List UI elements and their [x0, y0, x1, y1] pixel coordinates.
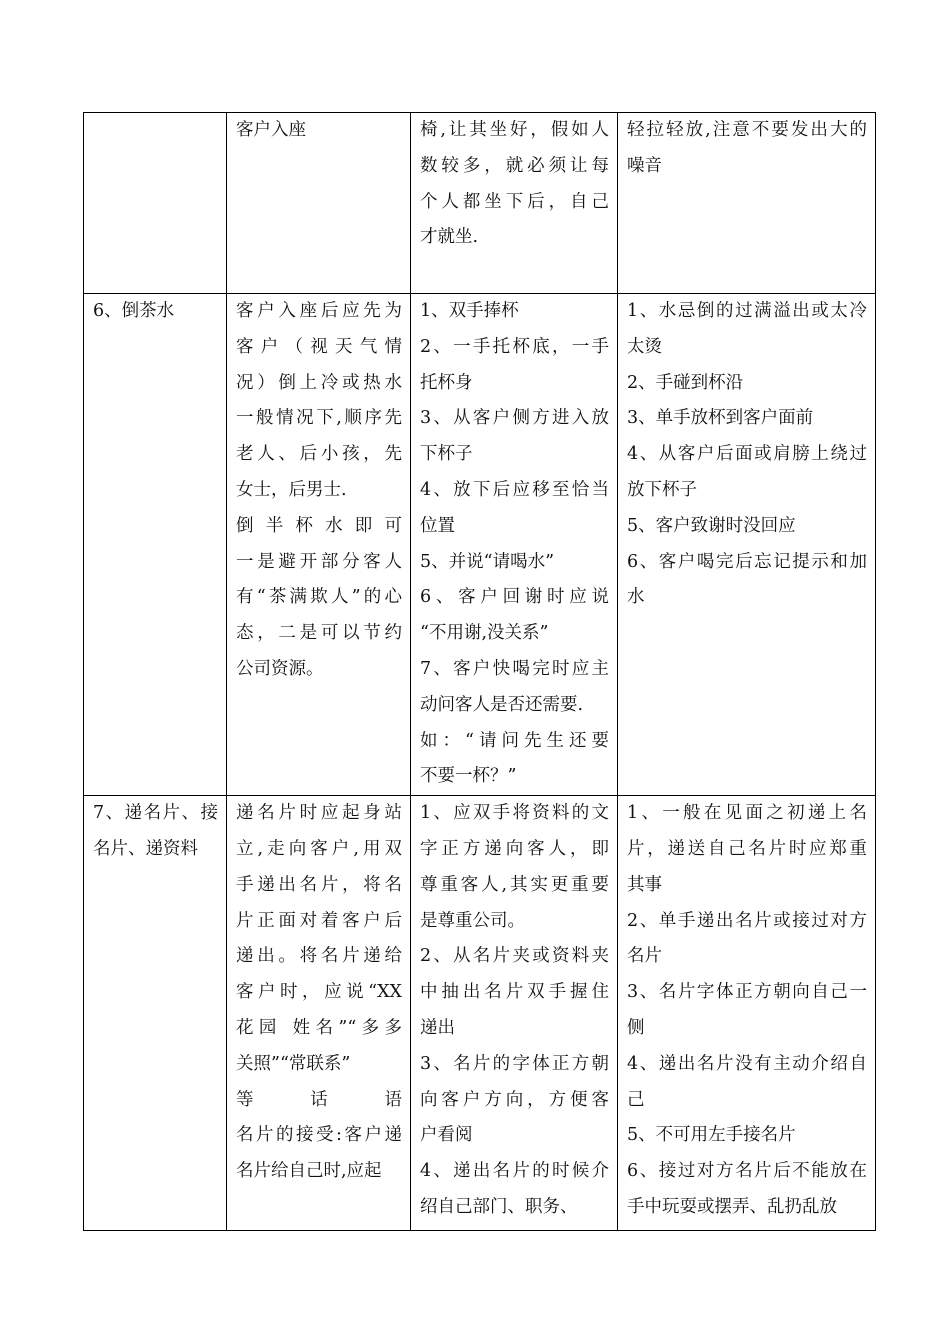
table-row — [84, 294, 876, 796]
cell-line: 2、从名片夹或资料夹 — [420, 946, 609, 967]
cell-line: 手中玩耍或摆弄、乱扔乱放 — [627, 1196, 837, 1217]
cell-line: 花园 姓名”“多多 — [236, 1017, 402, 1038]
cell-line: 4、放下后应移至恰当 — [420, 479, 609, 500]
cell-line: 3、从客户侧方进入放 — [420, 408, 609, 429]
cell-line: 6、接过对方名片后不能放在 — [627, 1161, 867, 1182]
cell-line: 1、双手捧杯 — [420, 301, 519, 321]
cell-line: 倒半杯水即可 — [236, 515, 402, 536]
cell-line: 名片的接受:客户递 — [236, 1125, 402, 1146]
row-1-taboo-cell — [618, 113, 876, 294]
cell-line: 放下杯子 — [627, 479, 697, 500]
cell-line: 7、递名片、接 — [93, 803, 218, 824]
cell-line: 公司资源。 — [236, 658, 324, 679]
cell-line: 片正面对着客户后 — [236, 910, 402, 931]
cell-line: 1、水忌倒的过满溢出或太冷 — [627, 301, 867, 321]
cell-line: 6、倒茶水 — [93, 301, 175, 321]
cell-line: 侧 — [627, 1017, 645, 1038]
row-2-standard-cell — [227, 294, 411, 796]
cell-line: 数较多，就必须让每 — [420, 155, 609, 176]
cell-line: 等话语 — [236, 1089, 402, 1110]
cell-line: 一般情况下,顺序先 — [236, 408, 402, 429]
cell-line: 轻拉轻放,注意不要发出大的 — [627, 120, 867, 140]
cell-line: 关照”“常联系” — [236, 1053, 351, 1074]
row-1-method-cell — [411, 113, 618, 294]
row-3-method-cell — [411, 796, 618, 1231]
cell-line: 才就坐. — [420, 227, 479, 248]
cell-line: 其事 — [627, 874, 662, 895]
cell-line: 手递出名片，将名 — [236, 874, 402, 895]
cell-line: 己 — [627, 1089, 645, 1110]
table-row — [84, 796, 876, 1231]
cell-line: 名片 — [627, 946, 662, 967]
etiquette-table — [83, 112, 876, 1231]
cell-line: 立,走向客户,用双 — [236, 838, 402, 859]
cell-line: 6、客户回谢时应说 — [420, 587, 609, 608]
cell-line: 向客户方向，方便客 — [420, 1089, 609, 1110]
cell-line: 不要一杯？” — [420, 766, 517, 787]
cell-line: 5、并说“请喝水” — [420, 551, 555, 572]
cell-line: 7、客户快喝完时应主 — [420, 658, 609, 679]
cell-line: 递出 — [420, 1017, 455, 1038]
cell-line: 一是避开部分客人 — [236, 551, 402, 572]
cell-line: 3、名片字体正方朝向自己一 — [627, 982, 867, 1003]
cell-line: 2、一手托杯底，一手 — [420, 336, 609, 357]
cell-line: 绍自己部门、职务、 — [420, 1196, 578, 1217]
cell-line: 4、递出名片没有主动介绍自 — [627, 1053, 867, 1074]
cell-line: 动问客人是否还需要. — [420, 694, 584, 715]
row-3-taboo-cell — [618, 796, 876, 1231]
cell-line: 字正方递向客人，即 — [420, 838, 609, 859]
cell-line: 名片给自己时,应起 — [236, 1161, 382, 1182]
cell-line: 6、客户喝完后忘记提示和加 — [627, 551, 867, 572]
cell-line: 态，二是可以节约 — [236, 623, 402, 644]
cell-line: 噪音 — [627, 155, 662, 176]
cell-line: 递出。将名片递给 — [236, 946, 402, 967]
cell-line: 3、单手放杯到客户面前 — [627, 408, 814, 429]
cell-line: “不用谢,没关系” — [420, 623, 549, 644]
cell-line: 中抽出名片双手握住 — [420, 982, 609, 1003]
cell-line: 水 — [627, 587, 645, 608]
cell-line: 2、单手递出名片或接过对方 — [627, 910, 867, 931]
cell-line: 位置 — [420, 515, 455, 536]
cell-line: 况）倒上冷或热水 — [236, 372, 402, 393]
cell-line: 太烫 — [627, 336, 662, 357]
cell-line: 5、不可用左手接名片 — [627, 1125, 796, 1146]
row-1-standard-cell — [227, 113, 411, 294]
cell-line: 个人都坐下后，自己 — [420, 191, 609, 212]
cell-line: 有“茶满欺人”的心 — [236, 587, 402, 608]
row-2-method-cell — [411, 294, 618, 796]
cell-line: 1、一般在见面之初递上名 — [627, 803, 867, 824]
cell-line: 3、名片的字体正方朝 — [420, 1053, 609, 1074]
row-1-item-cell — [84, 113, 227, 294]
cell-line: 椅,让其坐好，假如人 — [420, 120, 609, 140]
row-3-standard-cell — [227, 796, 411, 1231]
cell-line: 客户时，应说“XX — [236, 982, 402, 1003]
cell-line: 5、客户致谢时没回应 — [627, 515, 796, 536]
cell-line: 客户入座后应先为 — [236, 301, 402, 321]
cell-line: 2、手碰到杯沿 — [627, 372, 744, 393]
row-2-taboo-cell — [618, 294, 876, 796]
cell-line: 托杯身 — [420, 372, 473, 393]
cell-line: 递名片时应起身站 — [236, 803, 402, 824]
cell-line: 1、应双手将资料的文 — [420, 803, 609, 824]
row-3-item-cell — [84, 796, 227, 1231]
cell-line: 尊重客人,其实更重要 — [420, 874, 609, 895]
cell-line: 4、递出名片的时候介 — [420, 1161, 609, 1182]
cell-line: 如：“请问先生还要 — [420, 730, 609, 751]
row-2-item-cell — [84, 294, 227, 796]
cell-line: 户看阅 — [420, 1125, 473, 1146]
cell-line: 老人、后小孩，先 — [236, 444, 402, 465]
cell-line: 客户（视天气情 — [236, 336, 402, 357]
cell-line: 4、从客户后面或肩膀上绕过 — [627, 444, 867, 465]
cell-line: 女士，后男士. — [236, 479, 347, 500]
cell-line: 片，递送自己名片时应郑重 — [627, 838, 867, 859]
table-row — [84, 113, 876, 294]
cell-line: 客户入座 — [236, 120, 306, 140]
cell-line: 是尊重公司。 — [420, 910, 525, 931]
cell-line: 下杯子 — [420, 444, 473, 465]
cell-line: 名片、递资料 — [93, 838, 198, 859]
